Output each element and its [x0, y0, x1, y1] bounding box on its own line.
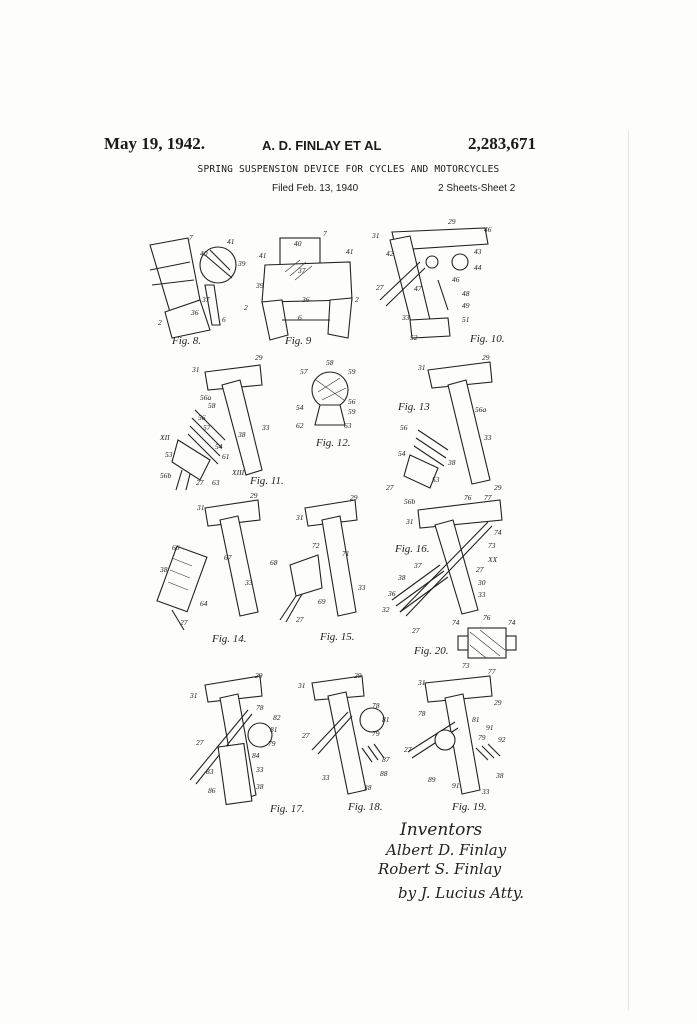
fig-18-drawing — [297, 671, 390, 794]
svg-text:31: 31 — [372, 231, 380, 240]
svg-text:27: 27 — [302, 731, 310, 740]
svg-text:54: 54 — [398, 449, 406, 458]
svg-text:59: 59 — [348, 367, 356, 376]
svg-text:38: 38 — [256, 782, 264, 791]
svg-text:33: 33 — [256, 765, 264, 774]
svg-text:29: 29 — [448, 217, 456, 226]
fig-10-drawing — [371, 217, 492, 342]
patent-number: 2,283,671 — [468, 134, 536, 153]
svg-text:56b: 56b — [160, 471, 172, 480]
svg-text:46: 46 — [452, 275, 460, 284]
svg-text:30: 30 — [478, 578, 486, 587]
svg-text:53: 53 — [165, 450, 173, 459]
filed-date: Filed Feb. 13, 1940 — [272, 183, 359, 194]
svg-text:36: 36 — [191, 308, 199, 317]
svg-text:29: 29 — [494, 698, 502, 707]
figure-label: Fig. 11. — [250, 475, 284, 487]
figure-label: Fig. 10. — [470, 333, 505, 345]
svg-text:31: 31 — [192, 365, 200, 374]
svg-text:91: 91 — [452, 781, 460, 790]
figure-label: Fig. 18. — [348, 801, 383, 813]
svg-text:74: 74 — [494, 528, 502, 537]
svg-text:41: 41 — [346, 247, 354, 256]
fig-9-drawing — [244, 229, 359, 340]
svg-text:47: 47 — [414, 284, 422, 293]
svg-text:88: 88 — [380, 769, 388, 778]
svg-text:29: 29 — [255, 353, 263, 362]
svg-text:27: 27 — [196, 478, 204, 487]
svg-text:38: 38 — [238, 430, 246, 439]
svg-text:38: 38 — [448, 458, 456, 467]
svg-text:31: 31 — [418, 678, 426, 687]
svg-text:6: 6 — [298, 313, 302, 322]
svg-text:74: 74 — [452, 618, 460, 627]
svg-text:37: 37 — [298, 266, 306, 275]
svg-text:76: 76 — [483, 613, 491, 622]
inventors-heading: Inventors — [400, 820, 483, 840]
svg-text:39: 39 — [238, 259, 246, 268]
svg-text:79: 79 — [478, 733, 486, 742]
svg-text:42: 42 — [386, 249, 394, 258]
svg-text:36: 36 — [388, 589, 396, 598]
fig-15-drawing — [270, 493, 366, 624]
svg-text:68: 68 — [270, 558, 278, 567]
svg-text:31: 31 — [296, 513, 304, 522]
svg-text:37: 37 — [202, 295, 210, 304]
svg-text:63: 63 — [212, 478, 220, 487]
figure-label: Fig. 12. — [316, 437, 351, 449]
svg-text:29: 29 — [250, 491, 258, 500]
svg-text:54: 54 — [296, 403, 304, 412]
svg-text:27: 27 — [296, 615, 304, 624]
svg-text:29: 29 — [482, 353, 490, 362]
svg-text:38: 38 — [364, 783, 372, 792]
svg-text:29: 29 — [255, 671, 263, 680]
sheet-count: 2 Sheets-Sheet 2 — [438, 183, 516, 194]
svg-text:56b: 56b — [404, 497, 416, 506]
svg-text:76: 76 — [464, 493, 472, 502]
svg-text:31: 31 — [418, 363, 426, 372]
svg-text:41: 41 — [259, 251, 267, 260]
svg-text:2: 2 — [244, 303, 248, 312]
svg-text:33: 33 — [262, 423, 270, 432]
fig-13-drawing — [386, 353, 492, 506]
svg-text:33: 33 — [322, 773, 330, 782]
svg-text:58: 58 — [326, 358, 334, 367]
fig-14-drawing — [157, 491, 260, 630]
figure-label: Fig. 8. — [172, 335, 202, 347]
svg-text:81: 81 — [472, 715, 480, 724]
svg-text:2: 2 — [158, 318, 162, 327]
svg-text:31: 31 — [298, 681, 306, 690]
svg-text:72: 72 — [312, 541, 320, 550]
svg-text:29: 29 — [494, 483, 502, 492]
svg-text:78: 78 — [372, 701, 380, 710]
fig-17-drawing — [189, 671, 281, 805]
svg-text:XX: XX — [488, 555, 498, 564]
svg-text:XII: XII — [160, 433, 170, 442]
svg-text:31: 31 — [190, 691, 198, 700]
svg-text:52: 52 — [410, 333, 418, 342]
svg-text:2: 2 — [355, 295, 359, 304]
svg-text:33: 33 — [478, 590, 486, 599]
fig-11-drawing — [159, 353, 270, 490]
svg-text:38: 38 — [398, 573, 406, 582]
svg-text:33: 33 — [358, 583, 366, 592]
fig-8-drawing — [150, 233, 246, 338]
svg-text:38: 38 — [160, 565, 168, 574]
svg-text:71: 71 — [342, 549, 350, 558]
svg-text:29: 29 — [354, 671, 362, 680]
fig-20-drawing — [452, 613, 516, 676]
figure-label: Fig. 15. — [320, 631, 355, 643]
svg-text:27: 27 — [476, 565, 484, 574]
svg-text:41: 41 — [227, 237, 235, 246]
fig-19-drawing — [404, 676, 506, 796]
svg-text:6: 6 — [222, 315, 226, 324]
svg-text:51: 51 — [462, 315, 470, 324]
svg-text:27: 27 — [404, 745, 412, 754]
svg-text:56: 56 — [198, 413, 206, 422]
svg-text:43: 43 — [474, 247, 482, 256]
svg-text:53: 53 — [432, 475, 440, 484]
svg-text:58: 58 — [208, 401, 216, 410]
svg-text:57: 57 — [203, 423, 211, 432]
patent-title: SPRING SUSPENSION DEVICE FOR CYCLES AND MOTORCYCLES — [197, 164, 500, 175]
svg-text:39: 39 — [256, 281, 264, 290]
svg-text:62: 62 — [296, 421, 304, 430]
svg-text:67: 67 — [224, 553, 232, 562]
svg-text:81: 81 — [382, 715, 390, 724]
figure-label: Fig. 14. — [212, 633, 247, 645]
svg-text:37: 37 — [414, 561, 422, 570]
svg-text:XIII: XIII — [232, 468, 245, 477]
svg-text:77: 77 — [484, 493, 492, 502]
svg-text:31: 31 — [406, 517, 414, 526]
inventor-names: A. D. FINLAY ET AL — [262, 138, 382, 153]
svg-text:66: 66 — [172, 543, 180, 552]
svg-text:81: 81 — [270, 725, 278, 734]
figure-label: Fig. 13 — [398, 401, 430, 413]
attorney-signature: by J. Lucius Atty. — [398, 884, 525, 902]
svg-text:49: 49 — [462, 301, 470, 310]
svg-text:29: 29 — [350, 493, 358, 502]
svg-text:44: 44 — [474, 263, 482, 272]
svg-text:86: 86 — [208, 786, 216, 795]
svg-text:33: 33 — [482, 787, 490, 796]
svg-text:7: 7 — [323, 229, 327, 238]
svg-text:84: 84 — [252, 751, 260, 760]
svg-text:38: 38 — [496, 771, 504, 780]
svg-text:78: 78 — [418, 709, 426, 718]
figure-label: Fig. 19. — [452, 801, 487, 813]
svg-text:91: 91 — [486, 723, 494, 732]
figure-label: Fig. 17. — [270, 803, 305, 815]
svg-text:57: 57 — [300, 367, 308, 376]
svg-text:27: 27 — [412, 626, 420, 635]
svg-text:33: 33 — [245, 578, 253, 587]
svg-text:78: 78 — [256, 703, 264, 712]
svg-text:73: 73 — [462, 661, 470, 670]
figure-label: Fig. 20. — [414, 645, 449, 657]
svg-text:64: 64 — [200, 599, 208, 608]
svg-text:27: 27 — [196, 738, 204, 747]
svg-text:27: 27 — [180, 618, 188, 627]
svg-text:79: 79 — [268, 739, 276, 748]
svg-text:27: 27 — [376, 283, 384, 292]
svg-text:89: 89 — [428, 775, 436, 784]
patent-date: May 19, 1942. — [104, 134, 206, 153]
svg-text:79: 79 — [372, 729, 380, 738]
svg-text:74: 74 — [508, 618, 516, 627]
svg-text:69: 69 — [318, 597, 326, 606]
svg-text:92: 92 — [498, 735, 506, 744]
svg-text:56a: 56a — [200, 393, 212, 402]
svg-text:73: 73 — [488, 541, 496, 550]
svg-text:82: 82 — [273, 713, 281, 722]
svg-text:40: 40 — [200, 249, 208, 258]
svg-text:7: 7 — [189, 233, 193, 242]
fig-12-drawing — [296, 358, 356, 430]
svg-text:54: 54 — [215, 442, 223, 451]
inventor-signature-1: Albert D. Finlay — [386, 841, 507, 859]
svg-text:56a: 56a — [475, 405, 487, 414]
svg-text:61: 61 — [222, 452, 230, 461]
svg-text:31: 31 — [197, 503, 205, 512]
svg-text:32: 32 — [382, 605, 390, 614]
inventor-signature-2: Robert S. Finlay — [378, 860, 502, 878]
svg-text:87: 87 — [382, 755, 390, 764]
svg-text:63: 63 — [344, 421, 352, 430]
figure-label: Fig. 9 — [285, 335, 312, 347]
svg-text:27: 27 — [386, 483, 394, 492]
svg-text:46: 46 — [484, 225, 492, 234]
svg-text:36: 36 — [302, 295, 310, 304]
svg-text:33: 33 — [484, 433, 492, 442]
svg-text:56: 56 — [348, 397, 356, 406]
svg-text:83: 83 — [206, 767, 214, 776]
figure-label: Fig. 16. — [395, 543, 430, 555]
svg-text:59: 59 — [348, 407, 356, 416]
svg-text:48: 48 — [462, 289, 470, 298]
svg-text:40: 40 — [294, 239, 302, 248]
svg-text:56: 56 — [400, 423, 408, 432]
svg-text:77: 77 — [488, 667, 496, 676]
svg-text:33: 33 — [402, 313, 410, 322]
